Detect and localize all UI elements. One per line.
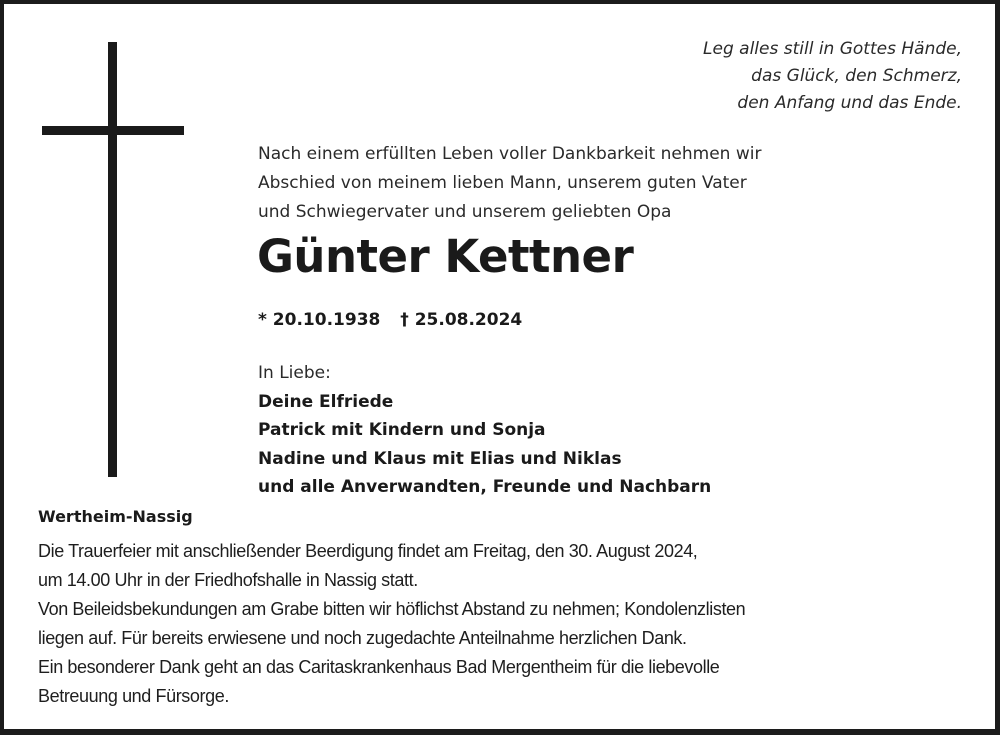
- cross-horizontal-bar: [42, 126, 184, 135]
- family-lead: In Liebe:: [258, 363, 331, 383]
- memorial-verse: [703, 36, 962, 117]
- family-member: Patrick mit Kindern und Sonja: [258, 420, 546, 440]
- life-dates: [258, 310, 536, 330]
- deceased-name: Günter Kettner: [257, 230, 634, 283]
- cross-vertical-bar: [108, 42, 117, 477]
- family-member: Nadine und Klaus mit Elias und Niklas: [258, 448, 622, 469]
- notice-line: Die Trauerfeier mit anschließender Beerdigung findet am Freitag, den 30. August 2024,: [38, 541, 698, 561]
- intro-line: Abschied von meinem lieben Mann, unserem guten Vater: [258, 173, 747, 193]
- death-date: † 25.08.2024: [400, 310, 523, 330]
- funeral-notice: [38, 537, 745, 711]
- notice-line: Ein besonderer Dank geht an das Caritaskrankenhaus Bad Mergentheim für die liebevolle: [38, 657, 720, 677]
- place-name: Wertheim-Nassig: [38, 507, 193, 526]
- verse-line: den Anfang und das Ende.: [737, 93, 962, 113]
- family-signature: [258, 359, 711, 502]
- intro-text: [258, 140, 761, 227]
- notice-line: um 14.00 Uhr in der Friedhofshalle in Nassig statt.: [38, 570, 418, 590]
- verse-line: das Glück, den Schmerz,: [751, 66, 962, 86]
- obituary-notice: [4, 4, 995, 729]
- notice-line: Von Beileidsbekundungen am Grabe bitten wir höflichst Abstand zu nehmen; Kondolenzlisten: [38, 599, 746, 619]
- verse-line: Leg alles still in Gottes Hände,: [703, 39, 962, 59]
- family-member: Deine Elfriede: [258, 391, 394, 412]
- family-member: und alle Anverwandten, Freunde und Nachbarn: [258, 477, 712, 497]
- birth-date: * 20.10.1938: [258, 310, 381, 330]
- notice-line: Betreuung und Fürsorge.: [38, 686, 229, 706]
- intro-line: Nach einem erfüllten Leben voller Dankbarkeit nehmen wir: [258, 144, 762, 164]
- notice-line: liegen auf. Für bereits erwiesene und noch zugedachte Anteilnahme herzlichen Dank.: [38, 628, 687, 648]
- intro-line: und Schwiegervater und unserem geliebten Opa: [258, 202, 672, 222]
